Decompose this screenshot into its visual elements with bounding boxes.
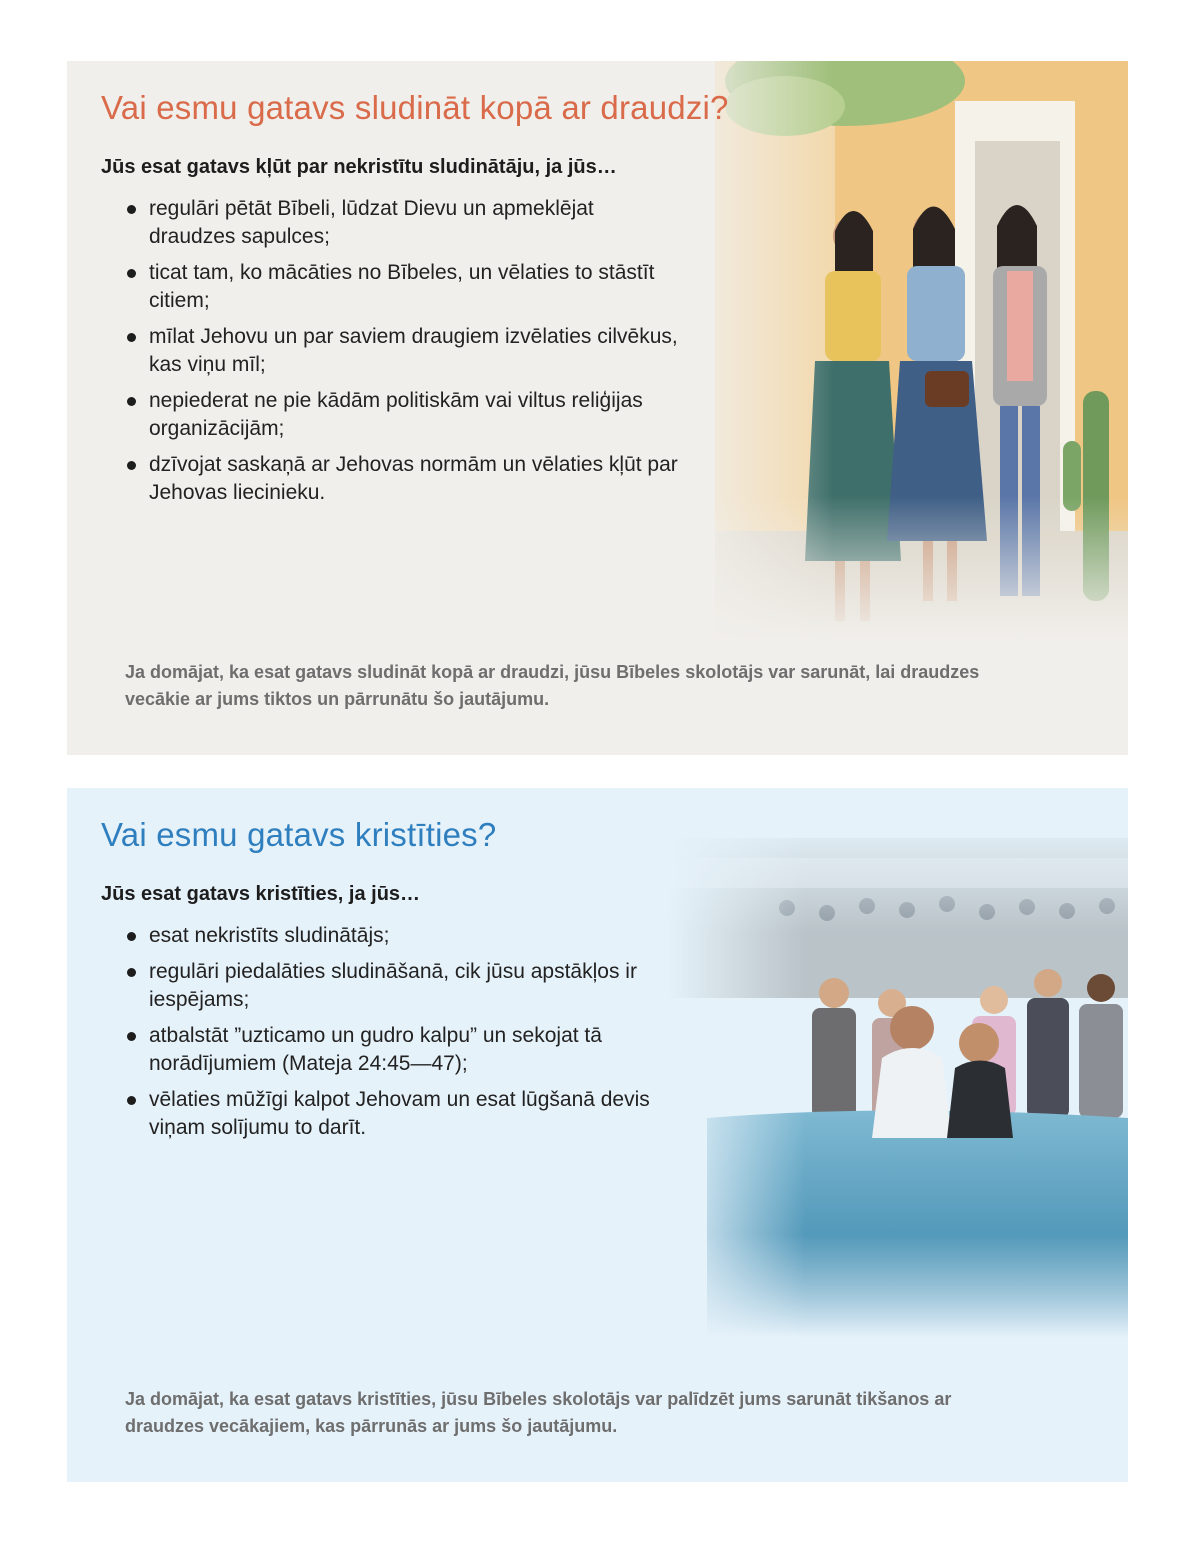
list-item-text: regulāri piedalāties sludināšanā, cik jūsu apstākļos ir iespējams; (149, 960, 637, 1011)
section-lead: Jūs esat gatavs kristīties, ja jūs… (101, 883, 421, 905)
list-item (125, 1022, 685, 1078)
section-footnote: Ja domājat, ka esat gatavs kristīties, jūsu Bībeles skolotājs var palīdzēt jums sarunāt tikšanos ar draudzes vecākajiem, kas pārrunās ar jums šo jautājumu. (125, 1389, 952, 1436)
list-item-text: ticat tam, ko mācāties no Bībeles, un vēlaties to stāstīt citiem; (149, 261, 655, 312)
section-baptism-readiness (67, 788, 1128, 1482)
list-item-text: esat nekristīts sludinātājs; (149, 924, 390, 947)
requirements-list (125, 195, 685, 515)
bullet-icon (127, 333, 136, 342)
bullet-icon (127, 269, 136, 278)
list-item-text: dzīvojat saskaņā ar Jehovas normām un vēlaties kļūt par Jehovas liecinieku. (149, 453, 678, 504)
section-footnote: Ja domājat, ka esat gatavs sludināt kopā ar draudzi, jūsu Bībeles skolotājs var sarunāt, lai draudzes vecākie ar jums tiktos un pārrunātu šo jautājumu. (125, 662, 980, 709)
section-preacher-readiness (67, 61, 1128, 755)
bullet-icon (127, 461, 136, 470)
list-item-text: mīlat Jehovu un par saviem draugiem izvēlaties cilvēkus, kas viņu mīl; (149, 325, 678, 376)
requirements-list (125, 922, 685, 1150)
list-item (125, 922, 685, 950)
section-title: Vai esmu gatavs kristīties? (101, 816, 497, 853)
bullet-icon (127, 1032, 136, 1041)
bullet-icon (127, 205, 136, 214)
baptism-illustration (667, 818, 1128, 1338)
list-item (125, 387, 685, 443)
list-item (125, 323, 685, 379)
list-item (125, 1086, 685, 1142)
bullet-icon (127, 1096, 136, 1105)
list-item-text: vēlaties mūžīgi kalpot Jehovam un esat lūgšanā devis viņam solījumu to darīt. (149, 1088, 650, 1139)
bullet-icon (127, 397, 136, 406)
list-item (125, 451, 685, 507)
bullet-icon (127, 968, 136, 977)
list-item (125, 195, 685, 251)
door-to-door-ministry-illustration (675, 61, 1128, 641)
section-title: Vai esmu gatavs sludināt kopā ar draudzi? (101, 89, 729, 126)
bullet-icon (127, 932, 136, 941)
list-item (125, 259, 685, 315)
list-item (125, 958, 685, 1014)
list-item-text: nepiederat ne pie kādām politiskām vai viltus reliģijas organizācijām; (149, 389, 643, 440)
list-item-text: regulāri pētāt Bībeli, lūdzat Dievu un apmeklējat draudzes sapulces; (149, 197, 594, 248)
list-item-text: atbalstāt ”uzticamo un gudro kalpu” un sekojat tā norādījumiem (Mateja 24:45—47); (149, 1024, 602, 1075)
section-lead: Jūs esat gatavs kļūt par nekristītu sludinātāju, ja jūs… (101, 156, 617, 178)
